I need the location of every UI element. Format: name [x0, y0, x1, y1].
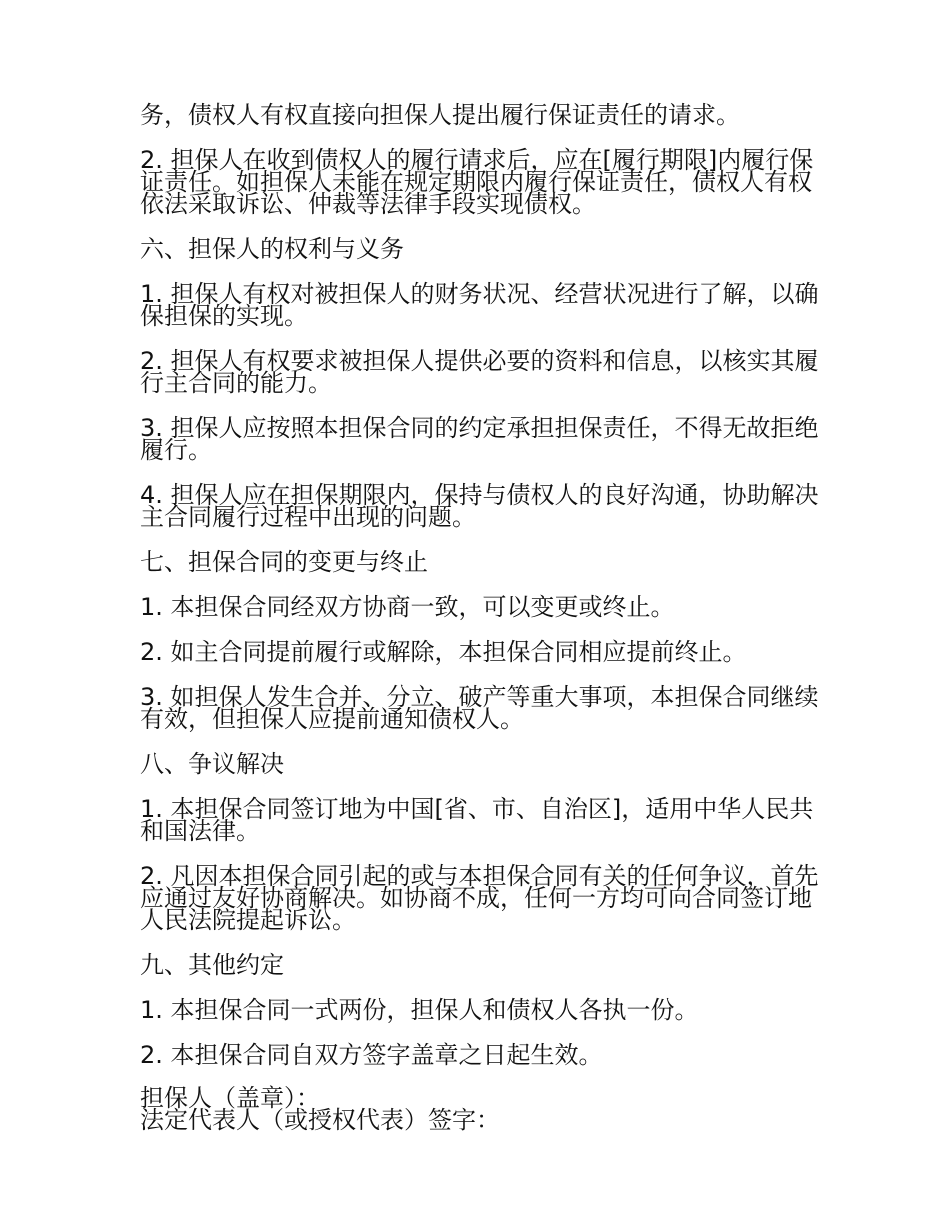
- guarantor-seal-label: 担保人（盖章）：: [140, 1084, 320, 1112]
- paragraph-seven-1: 1. 本担保合同经双方协商一致，可以变更或终止。: [140, 593, 675, 621]
- paragraph-six-4: 4. 担保人应在担保期限内，保持与债权人的良好沟通，协助解决主合同履行过程中出现的问题。: [140, 481, 819, 531]
- section-heading-nine: 九、其他约定: [140, 951, 284, 979]
- paragraph-six-3: 3. 担保人应按照本担保合同的约定承担担保责任，不得无故拒绝履行。: [140, 414, 819, 464]
- paragraph-seven-2: 2. 如主合同提前履行或解除，本担保合同相应提前终止。: [140, 638, 747, 666]
- paragraph-continuation: 务，债权人有权直接向担保人提出履行保证责任的请求。: [140, 101, 740, 129]
- paragraph-seven-3: 3. 如担保人发生合并、分立、破产等重大事项，本担保合同继续有效，但担保人应提前通知债权人。: [140, 683, 819, 733]
- paragraph-performance: 2. 担保人在收到债权人的履行请求后，应在[履行期限]内履行保证责任。如担保人未能在规定期限内履行保证责任，债权人有权依法采取诉讼、仲裁等法律手段实现债权。: [140, 146, 814, 218]
- document-page: [140, 101, 830, 1134]
- paragraph-nine-1: 1. 本担保合同一式两份，担保人和债权人各执一份。: [140, 996, 699, 1024]
- section-heading-eight: 八、争议解决: [140, 750, 284, 778]
- paragraph-six-1: 1. 担保人有权对被担保人的财务状况、经营状况进行了解，以确保担保的实现。: [140, 280, 819, 330]
- paragraph-eight-1: 1. 本担保合同签订地为中国[省、市、自治区]，适用中华人民共和国法律。: [140, 795, 814, 845]
- section-heading-six: 六、担保人的权利与义务: [140, 235, 404, 263]
- paragraph-six-2: 2. 担保人有权要求被担保人提供必要的资料和信息，以核实其履行主合同的能力。: [140, 347, 819, 397]
- section-heading-seven: 七、担保合同的变更与终止: [140, 548, 428, 576]
- representative-signature-label: 法定代表人（或授权代表）签字：: [140, 1106, 500, 1134]
- signature-block: [140, 1084, 830, 1134]
- paragraph-eight-2: 2. 凡因本担保合同引起的或与本担保合同有关的任何争议，首先应通过友好协商解决。如协商不成，任何一方均可向合同签订地人民法院提起诉讼。: [140, 862, 819, 934]
- paragraph-nine-2: 2. 本担保合同自双方签字盖章之日起生效。: [140, 1041, 603, 1069]
